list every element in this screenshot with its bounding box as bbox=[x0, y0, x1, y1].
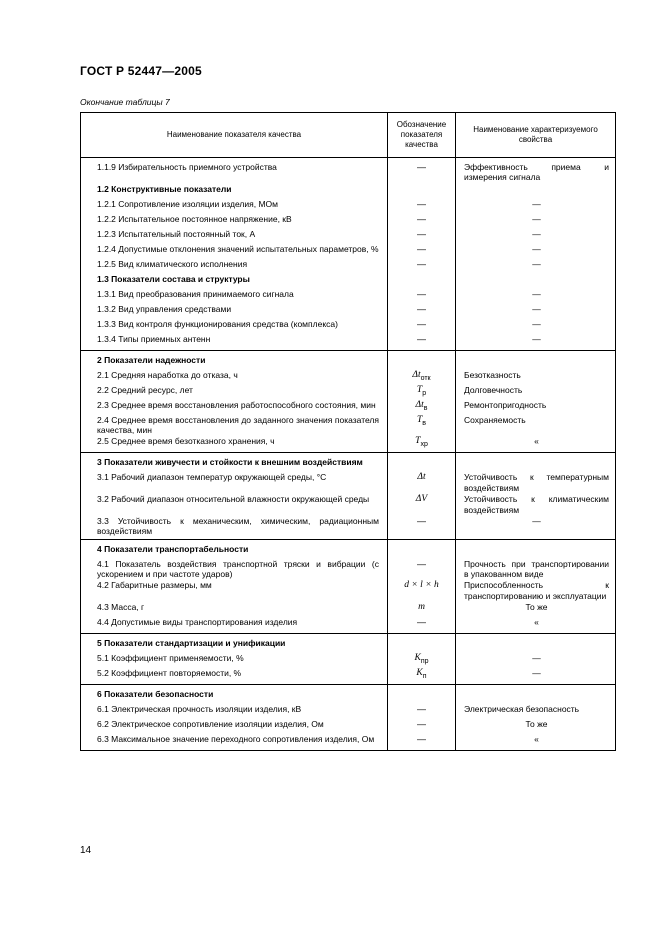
section-heading: 5 Показатели стандартизации и унификации bbox=[81, 634, 388, 653]
table-section-heading-row bbox=[81, 350, 616, 369]
indicator-name: 6.1 Электрическая прочность изоляции изделия, кВ bbox=[81, 703, 388, 718]
table-row bbox=[81, 318, 616, 333]
column-header-property: Наименование характеризуемого свойства bbox=[456, 113, 616, 158]
characterized-property: — bbox=[456, 303, 616, 318]
quality-indicators-table bbox=[80, 112, 616, 751]
indicator-name: 3.3 Устойчивость к механическим, химическим, радиационным воздействиям bbox=[81, 515, 388, 539]
symbol-dash: — bbox=[417, 288, 426, 299]
table-row bbox=[81, 558, 616, 580]
indicator-name: 1.2.5 Вид климатического исполнения bbox=[81, 258, 388, 273]
characterized-property: — bbox=[456, 652, 616, 667]
table-section-heading-row bbox=[81, 273, 616, 288]
characterized-property: Долговечность bbox=[456, 384, 616, 399]
indicator-name: 1.3.4 Типы приемных антенн bbox=[81, 333, 388, 351]
table-section-heading-row bbox=[81, 183, 616, 198]
characterized-property: — bbox=[456, 258, 616, 273]
table-section-heading-row bbox=[81, 539, 616, 558]
table-section-heading-row bbox=[81, 453, 616, 472]
indicator-symbol bbox=[388, 213, 456, 228]
characterized-property: Приспособленность к транспортированию и эксплуатации bbox=[456, 579, 616, 601]
section-heading: 6 Показатели безопасности bbox=[81, 685, 388, 704]
indicator-symbol bbox=[388, 579, 456, 601]
indicator-symbol bbox=[388, 601, 456, 616]
indicator-name: 1.2.3 Испытательный постоянный ток, А bbox=[81, 228, 388, 243]
table-section bbox=[81, 350, 616, 453]
table-row bbox=[81, 579, 616, 601]
symbol-dash: — bbox=[417, 515, 426, 526]
indicator-name: 2.1 Средняя наработка до отказа, ч bbox=[81, 369, 388, 384]
indicator-symbol bbox=[388, 667, 456, 685]
symbol-main: m bbox=[418, 602, 425, 613]
characterized-property: Безотказность bbox=[456, 369, 616, 384]
characterized-property bbox=[456, 273, 616, 288]
symbol-subscript: п bbox=[422, 672, 427, 680]
indicator-name: 4.1 Показатель воздействия транспортной тряски и вибрации (с ускорением и при частоте ударов) bbox=[81, 558, 388, 580]
indicator-symbol bbox=[388, 333, 456, 351]
table-row bbox=[81, 399, 616, 414]
table-section-heading-row bbox=[81, 685, 616, 704]
characterized-property: Прочность при транспортировании в упакованном виде bbox=[456, 558, 616, 580]
characterized-property bbox=[456, 183, 616, 198]
symbol-main: Δt bbox=[415, 399, 424, 410]
characterized-property bbox=[456, 350, 616, 369]
section-heading: 2 Показатели надежности bbox=[81, 350, 388, 369]
indicator-name: 2.3 Среднее время восстановления работоспособного состояния, мин bbox=[81, 399, 388, 414]
table-row bbox=[81, 616, 616, 634]
indicator-symbol bbox=[388, 318, 456, 333]
indicator-symbol bbox=[388, 384, 456, 399]
characterized-property: То же bbox=[456, 718, 616, 733]
characterized-property: Эффективность приема и измерения сигнала bbox=[456, 158, 616, 183]
symbol-main: d × l × h bbox=[404, 580, 439, 591]
indicator-symbol bbox=[388, 558, 456, 580]
indicator-name: 1.2.1 Сопротивление изоляции изделия, МОм bbox=[81, 198, 388, 213]
symbol-dash: — bbox=[417, 719, 426, 730]
table-section bbox=[81, 158, 616, 351]
table-row bbox=[81, 288, 616, 303]
indicator-name: 6.2 Электрическое сопротивление изоляции изделия, Ом bbox=[81, 718, 388, 733]
symbol-subscript: хр bbox=[420, 441, 428, 449]
symbol-main: Δt bbox=[417, 472, 426, 483]
indicator-name: 1.1.9 Избирательность приемного устройства bbox=[81, 158, 388, 183]
column-header-name: Наименование показателя качества bbox=[81, 113, 388, 158]
characterized-property: — bbox=[456, 318, 616, 333]
table-row bbox=[81, 515, 616, 539]
page-number: 14 bbox=[80, 845, 92, 856]
indicator-symbol bbox=[388, 733, 456, 751]
symbol-dash: — bbox=[417, 228, 426, 239]
characterized-property: Устойчивость к климатическим воздействиям bbox=[456, 493, 616, 515]
table-row bbox=[81, 493, 616, 515]
symbol-subscript: отк bbox=[420, 374, 431, 382]
characterized-property: — bbox=[456, 243, 616, 258]
characterized-property: « bbox=[456, 733, 616, 751]
indicator-symbol bbox=[388, 183, 456, 198]
indicator-symbol bbox=[388, 471, 456, 493]
characterized-property: Устойчивость к температурным воздействиям bbox=[456, 471, 616, 493]
indicator-name: 5.2 Коэффициент повторяемости, % bbox=[81, 667, 388, 685]
symbol-subscript: в bbox=[422, 419, 426, 427]
characterized-property bbox=[456, 539, 616, 558]
symbol-main: T bbox=[416, 414, 423, 425]
indicator-symbol bbox=[388, 350, 456, 369]
characterized-property: Электрическая безопасность bbox=[456, 703, 616, 718]
symbol-main: K bbox=[416, 668, 423, 679]
symbol-dash: — bbox=[417, 734, 426, 745]
indicator-name: 4.3 Масса, г bbox=[81, 601, 388, 616]
symbol-main: Δt bbox=[412, 369, 421, 380]
indicator-symbol bbox=[388, 515, 456, 539]
symbol-subscript: пр bbox=[420, 657, 429, 665]
indicator-symbol bbox=[388, 273, 456, 288]
indicator-symbol bbox=[388, 414, 456, 436]
indicator-symbol bbox=[388, 369, 456, 384]
indicator-name: 6.3 Максимальное значение переходного сопротивления изделия, Ом bbox=[81, 733, 388, 751]
table-section bbox=[81, 539, 616, 633]
section-heading: 4 Показатели транспортабельности bbox=[81, 539, 388, 558]
characterized-property bbox=[456, 685, 616, 704]
table-row bbox=[81, 601, 616, 616]
table-row bbox=[81, 384, 616, 399]
indicator-symbol bbox=[388, 435, 456, 453]
symbol-dash: — bbox=[417, 704, 426, 715]
indicator-symbol bbox=[388, 718, 456, 733]
table-section bbox=[81, 685, 616, 751]
standard-header: ГОСТ Р 52447—2005 bbox=[80, 64, 202, 78]
indicator-name: 3.1 Рабочий диапазон температур окружающей среды, °С bbox=[81, 471, 388, 493]
indicator-name: 1.3.1 Вид преобразования принимаемого сигнала bbox=[81, 288, 388, 303]
table-row bbox=[81, 667, 616, 685]
characterized-property: То же bbox=[456, 601, 616, 616]
table-section-heading-row bbox=[81, 634, 616, 653]
indicator-name: 2.2 Средний ресурс, лет bbox=[81, 384, 388, 399]
section-heading: 1.2 Конструктивные показатели bbox=[81, 183, 388, 198]
indicator-symbol bbox=[388, 539, 456, 558]
indicator-symbol bbox=[388, 616, 456, 634]
symbol-subscript: в bbox=[423, 404, 428, 412]
characterized-property bbox=[456, 634, 616, 653]
symbol-subscript: р bbox=[422, 389, 427, 397]
indicator-name: 3.2 Рабочий диапазон относительной влажности окружающей среды bbox=[81, 493, 388, 515]
indicator-name: 2.5 Среднее время безотказного хранения, ч bbox=[81, 435, 388, 453]
table-row bbox=[81, 369, 616, 384]
table-row bbox=[81, 198, 616, 213]
table-row bbox=[81, 243, 616, 258]
table-row bbox=[81, 718, 616, 733]
indicator-symbol bbox=[388, 288, 456, 303]
symbol-main: T bbox=[415, 436, 421, 447]
indicator-symbol bbox=[388, 228, 456, 243]
table-row bbox=[81, 652, 616, 667]
characterized-property: « bbox=[456, 616, 616, 634]
characterized-property: — bbox=[456, 198, 616, 213]
indicator-name: 1.2.2 Испытательное постоянное напряжение, кВ bbox=[81, 213, 388, 228]
characterized-property: — bbox=[456, 667, 616, 685]
table-row bbox=[81, 333, 616, 351]
table-row bbox=[81, 303, 616, 318]
table-row bbox=[81, 228, 616, 243]
table-row bbox=[81, 213, 616, 228]
characterized-property: — bbox=[456, 333, 616, 351]
characterized-property bbox=[456, 453, 616, 472]
table-section bbox=[81, 453, 616, 539]
characterized-property: Сохраняемость bbox=[456, 414, 616, 436]
indicator-symbol bbox=[388, 634, 456, 653]
characterized-property: Ремонтопригодность bbox=[456, 399, 616, 414]
indicator-symbol bbox=[388, 399, 456, 414]
symbol-dash: — bbox=[417, 333, 426, 344]
symbol-dash: — bbox=[417, 213, 426, 224]
section-heading: 3 Показатели живучести и стойкости к внешним воздействиям bbox=[81, 453, 388, 472]
table-row bbox=[81, 471, 616, 493]
characterized-property: « bbox=[456, 435, 616, 453]
characterized-property: — bbox=[456, 228, 616, 243]
indicator-symbol bbox=[388, 703, 456, 718]
symbol-dash: — bbox=[417, 303, 426, 314]
table-row bbox=[81, 435, 616, 453]
characterized-property: — bbox=[456, 515, 616, 539]
symbol-dash: — bbox=[417, 162, 426, 172]
indicator-name: 4.2 Габаритные размеры, мм bbox=[81, 579, 388, 601]
indicator-name: 1.2.4 Допустимые отклонения значений испытательных параметров, % bbox=[81, 243, 388, 258]
symbol-main: ΔV bbox=[415, 494, 428, 505]
indicator-symbol bbox=[388, 453, 456, 472]
table-row bbox=[81, 258, 616, 273]
indicator-name: 5.1 Коэффициент применяемости, % bbox=[81, 652, 388, 667]
symbol-main: T bbox=[416, 384, 423, 395]
table-section bbox=[81, 634, 616, 685]
table-caption: Окончание таблицы 7 bbox=[80, 97, 170, 107]
indicator-name: 1.3.3 Вид контроля функционирования средства (комплекса) bbox=[81, 318, 388, 333]
indicator-name: 2.4 Среднее время восстановления до заданного значения показателя качества, мин bbox=[81, 414, 388, 436]
indicator-symbol bbox=[388, 685, 456, 704]
indicator-name: 1.3.2 Вид управления средствами bbox=[81, 303, 388, 318]
table-header-row bbox=[81, 113, 616, 158]
indicator-symbol bbox=[388, 258, 456, 273]
table-row bbox=[81, 733, 616, 751]
indicator-symbol bbox=[388, 158, 456, 183]
characterized-property: — bbox=[456, 288, 616, 303]
indicator-symbol bbox=[388, 198, 456, 213]
symbol-dash: — bbox=[417, 617, 426, 628]
symbol-dash: — bbox=[417, 258, 426, 269]
indicator-symbol bbox=[388, 652, 456, 667]
section-heading: 1.3 Показатели состава и структуры bbox=[81, 273, 388, 288]
indicator-symbol bbox=[388, 303, 456, 318]
table-row bbox=[81, 414, 616, 436]
indicator-symbol bbox=[388, 243, 456, 258]
table-row bbox=[81, 703, 616, 718]
symbol-dash: — bbox=[417, 198, 426, 209]
symbol-dash: — bbox=[417, 243, 426, 254]
symbol-dash: — bbox=[417, 558, 426, 569]
characterized-property: — bbox=[456, 213, 616, 228]
symbol-dash: — bbox=[417, 318, 426, 329]
table-row bbox=[81, 158, 616, 183]
symbol-main: K bbox=[414, 653, 421, 664]
indicator-name: 4.4 Допустимые виды транспортирования изделия bbox=[81, 616, 388, 634]
column-header-symbol: Обозначение показателя качества bbox=[388, 113, 456, 158]
indicator-symbol bbox=[388, 493, 456, 515]
